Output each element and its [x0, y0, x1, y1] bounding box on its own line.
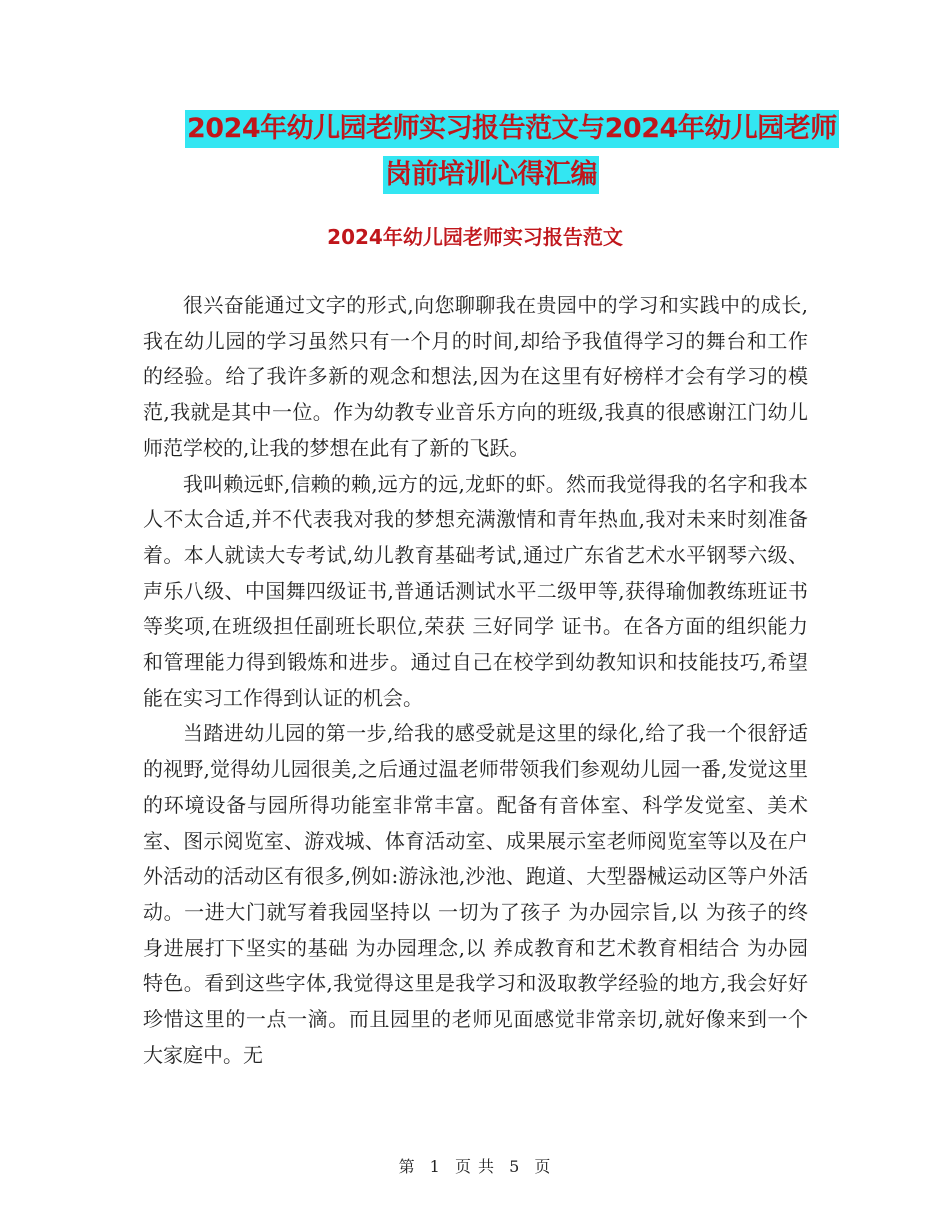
page-footer: [0, 1154, 950, 1177]
total-pages-number: 5: [509, 1157, 521, 1176]
paragraph: 我叫赖远虾,信赖的赖,远方的远,龙虾的虾。然而我觉得我的名字和我本人不太合适,并不代表我对我的梦想充满激情和青年热血,我对未来时刻准备着。本人就读大专考试,幼儿教育基础考试,通过广东省艺术水平钢琴六级、声乐八级、中国舞四级证书,普通话测试水平二级甲等,获得瑜伽教练班证书等奖项,在班级担任副班长职位,荣获 三好同学 证书。在各方面的组织能力和管理能力得到锻炼和进步。通过自己在校学到幼教知识和技能技巧,希望能在实习工作得到认证的机会。: [143, 471, 808, 710]
body-text: [143, 288, 808, 1073]
section-title: 2024年幼儿园老师实习报告范文: [327, 225, 623, 249]
page-label-prefix: 第: [398, 1157, 416, 1176]
main-title-line-1: 2024年幼儿园老师实习报告范文与2024年幼儿园老师: [185, 110, 839, 148]
main-title-line-2: 岗前培训心得汇编: [383, 156, 599, 194]
paragraph: 当踏进幼儿园的第一步,给我的感受就是这里的绿化,给了我一个很舒适的视野,觉得幼儿园很美,之后通过温老师带领我们参观幼儿园一番,发觉这里的环境设备与园所得功能室非常丰富。配备有音体室、科学发觉室、美术室、图示阅览室、游戏城、体育活动室、成果展示室老师阅览室等以及在户外活动的活动区有很多,例如:游泳池,沙池、跑道、大型器械运动区等户外活动。一进大门就写着我园坚持以 一切为了孩子 为办园宗旨,以 为孩子的终身进展打下坚实的基础 为办园理念,以 养成教育和艺术教育相结合 为办园特色。看到这些字体,我觉得这里是我学习和汲取教学经验的地方,我会好好珍惜这里的一点一滴。而且园里的老师见面感觉非常亲切,就好像来到一个大家庭中。无: [143, 721, 808, 1067]
current-page-number: 1: [429, 1157, 441, 1176]
page-label-mid: 页 共: [454, 1157, 496, 1176]
paragraph: 很兴奋能通过文字的形式,向您聊聊我在贵园中的学习和实践中的成长,我在幼儿园的学习虽然只有一个月的时间,却给予我值得学习的舞台和工作的经验。给了我许多新的观念和想法,因为在这里有好榜样才会有学习的模范,我就是其中一位。作为幼教专业音乐方向的班级,我真的很感谢江门幼儿师范学校的,让我的梦想在此有了新的飞跃。: [143, 293, 808, 460]
page-label-suffix: 页: [534, 1157, 552, 1176]
